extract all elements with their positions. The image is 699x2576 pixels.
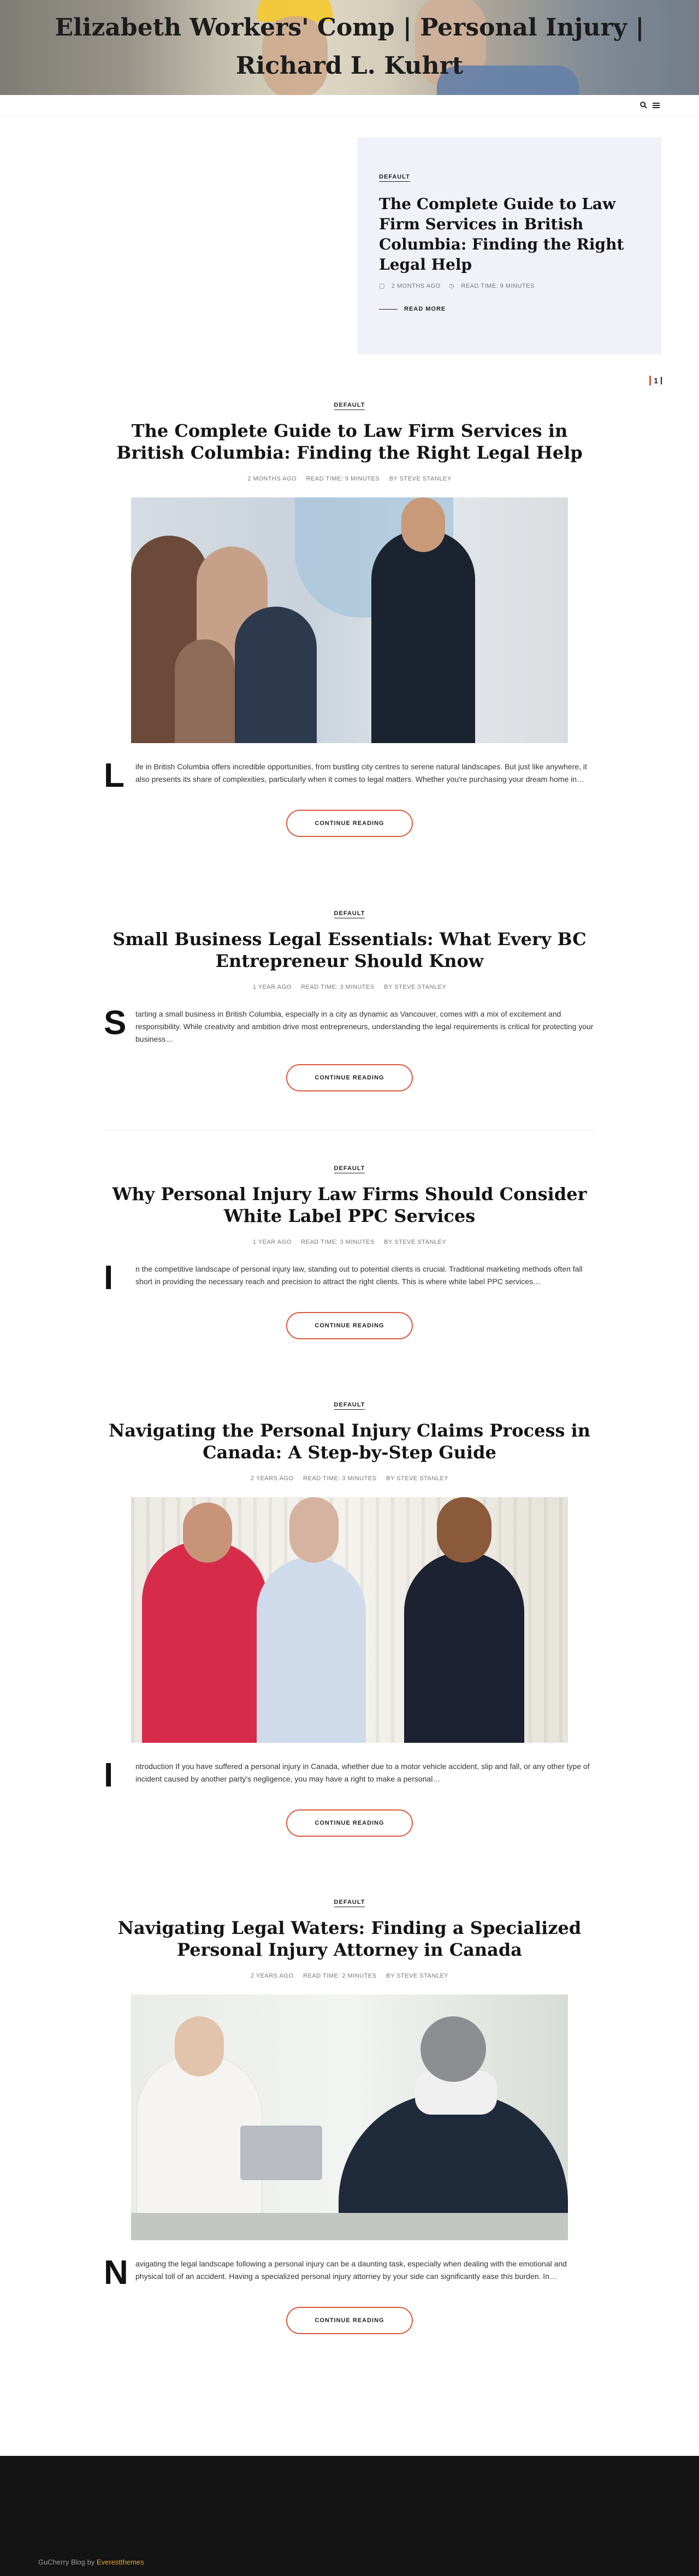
featured-read-time: READ TIME: 9 MINUTES: [461, 283, 535, 289]
person-suit-head: [401, 497, 445, 552]
post-date: 2 MONTHS AGO: [247, 476, 297, 482]
continue-reading-button[interactable]: CONTINUE READING: [286, 810, 413, 837]
menu-icon[interactable]: [653, 102, 660, 110]
read-more-label: READ MORE: [404, 306, 446, 312]
post-image[interactable]: [131, 497, 568, 743]
post-author[interactable]: BY STEVE STANLEY: [384, 984, 447, 990]
pager-bar-icon: [661, 377, 662, 384]
post-title[interactable]: Navigating Legal Waters: Finding a Specialized Personal Injury Attorney in Canada: [117, 1918, 582, 1960]
post-read-time: READ TIME: 3 MINUTES: [301, 1239, 375, 1245]
post-meta: [0, 984, 699, 990]
post-card: [0, 1399, 699, 1837]
footer-credit-text: GuCherry Blog by: [38, 2558, 97, 2566]
desk: [131, 2213, 568, 2240]
post-read-time: READ TIME: 3 MINUTES: [301, 984, 375, 990]
pager-indicator: [649, 376, 651, 385]
post-title[interactable]: The Complete Guide to Law Firm Services in British Columbia: Finding the Right Legal Help: [116, 420, 583, 463]
post-excerpt: [104, 2254, 595, 2292]
person-client-head: [420, 2016, 486, 2082]
post-card: [0, 1163, 699, 1339]
navbar: [0, 95, 699, 116]
post-category[interactable]: DEFAULT: [334, 402, 365, 410]
featured-title[interactable]: The Complete Guide to Law Firm Services in British Columbia: Finding the Right Legal Help: [379, 195, 624, 274]
dropcap: L: [104, 757, 125, 794]
featured-meta: [379, 282, 639, 289]
post-title[interactable]: Small Business Legal Essentials: What Every BC Entrepreneur Should Know: [112, 929, 587, 971]
person-lawyer-head: [175, 2016, 224, 2076]
footer-credit: [38, 2558, 144, 2566]
person-blazer-head: [437, 1497, 491, 1563]
continue-reading-button[interactable]: CONTINUE READING: [286, 1809, 413, 1837]
post-date: 2 YEARS AGO: [250, 1973, 294, 1979]
post-read-time: READ TIME: 9 MINUTES: [306, 476, 380, 482]
featured-date: 2 MONTHS AGO: [391, 283, 441, 289]
post-author[interactable]: BY STEVE STANLEY: [386, 1973, 449, 1979]
site-title[interactable]: Elizabeth Workers' Comp | Personal Injury | Richard L. Kuhrt: [55, 14, 644, 80]
person-elderly-head: [289, 1497, 339, 1563]
post-excerpt: [104, 757, 595, 794]
group-person-3: [235, 607, 317, 743]
spacer: [0, 1130, 699, 1163]
excerpt-text: tarting a small business in British Columbia, especially in a city as dynamic as Vancouver, comes with a mix of excitement and responsibility. While creativity and ambition drive most entrepreneurs, understanding the legal requirements is critical for protecting your business…: [135, 1010, 594, 1043]
dropcap: N: [104, 2254, 128, 2292]
post-excerpt: [104, 1259, 595, 1297]
excerpt-text: ife in British Columbia offers incredible opportunities, from bustling city centres to serene natural landscapes. But just like anywhere, it also presents its share of complexities, particularly when it comes to legal matters. Whether you're purchasing your dream home in…: [135, 762, 587, 784]
excerpt-text: ntroduction If you have suffered a personal injury in Canada, whether due to a motor vehicle accident, slip and fall, or any other type of incident caused by another party's negligence, you may have a right to make a personal…: [135, 1762, 590, 1783]
footer-credit-link[interactable]: Everestthemes: [96, 2558, 144, 2566]
post-card: [0, 1897, 699, 2334]
continue-reading-button[interactable]: CONTINUE READING: [286, 1312, 413, 1339]
group-person-4: [175, 639, 235, 743]
post-meta: [0, 1475, 699, 1482]
dropcap: I: [104, 1259, 114, 1297]
slider-pager[interactable]: [649, 376, 662, 385]
search-icon[interactable]: [640, 102, 653, 110]
post-title[interactable]: Why Personal Injury Law Firms Should Consider White Label PPC Services: [112, 1184, 587, 1226]
continue-reading-button[interactable]: CONTINUE READING: [286, 1064, 413, 1091]
post-author[interactable]: BY STEVE STANLEY: [386, 1475, 449, 1482]
read-more-link[interactable]: [379, 306, 639, 312]
post-date: 1 YEAR AGO: [252, 984, 292, 990]
post-title[interactable]: Navigating the Personal Injury Claims Process in Canada: A Step-by-Step Guide: [108, 1420, 591, 1463]
post-category[interactable]: DEFAULT: [334, 910, 365, 918]
excerpt-text: avigating the legal landscape following a personal injury can be a daunting task, especially when dealing with the emotional and physical toll of an accident. Having a specialized personal injury attorney by your side can significantly ease this burden. In…: [135, 2259, 567, 2281]
post-image[interactable]: [131, 1995, 568, 2240]
spacer: [0, 1339, 699, 1399]
featured-category[interactable]: DEFAULT: [379, 174, 410, 182]
person-blazer: [404, 1552, 524, 1743]
post-category[interactable]: DEFAULT: [334, 1165, 365, 1173]
nav-icons: [640, 102, 660, 110]
clock-icon: ◷: [449, 283, 455, 289]
post-image[interactable]: [131, 1497, 568, 1743]
post-date: 1 YEAR AGO: [252, 1239, 292, 1245]
post-date: 2 YEARS AGO: [250, 1475, 294, 1482]
laptop: [240, 2126, 322, 2180]
post-excerpt: [104, 1004, 595, 1046]
dropcap: S: [104, 1004, 127, 1042]
post-card: [0, 908, 699, 1091]
read-more-line: [379, 309, 398, 310]
person-elderly: [257, 1557, 366, 1743]
dropcap: I: [104, 1756, 114, 1794]
featured-card: [357, 138, 661, 354]
featured-slider: [0, 116, 699, 400]
pager-number: 1: [654, 376, 658, 385]
spacer: [0, 1091, 699, 1130]
post-meta: [0, 476, 699, 482]
post-read-time: READ TIME: 3 MINUTES: [303, 1475, 377, 1482]
person-red-top: [142, 1541, 268, 1743]
continue-reading-button[interactable]: CONTINUE READING: [286, 2307, 413, 2334]
site-footer: [0, 2456, 699, 2576]
spacer: [0, 1837, 699, 1897]
post-author[interactable]: BY STEVE STANLEY: [384, 1239, 447, 1245]
post-read-time: READ TIME: 2 MINUTES: [303, 1973, 377, 1979]
post-card: [0, 400, 699, 837]
post-author[interactable]: BY STEVE STANLEY: [389, 476, 452, 482]
calendar-icon: ▢: [379, 283, 385, 289]
post-meta: [0, 1239, 699, 1245]
site-header: [0, 0, 699, 95]
post-excerpt: [104, 1756, 595, 1794]
spacer: [0, 837, 699, 908]
person-suit: [371, 530, 475, 743]
person-red-head: [183, 1503, 232, 1563]
excerpt-text: n the competitive landscape of personal injury law, standing out to potential clients is crucial. Traditional marketing methods often fall short in providing the necessary reach and precision to attract the right clients. This is where white label PPC services…: [135, 1265, 583, 1286]
post-meta: [0, 1973, 699, 1979]
post-category[interactable]: DEFAULT: [334, 1402, 365, 1410]
post-category[interactable]: DEFAULT: [334, 1899, 365, 1907]
